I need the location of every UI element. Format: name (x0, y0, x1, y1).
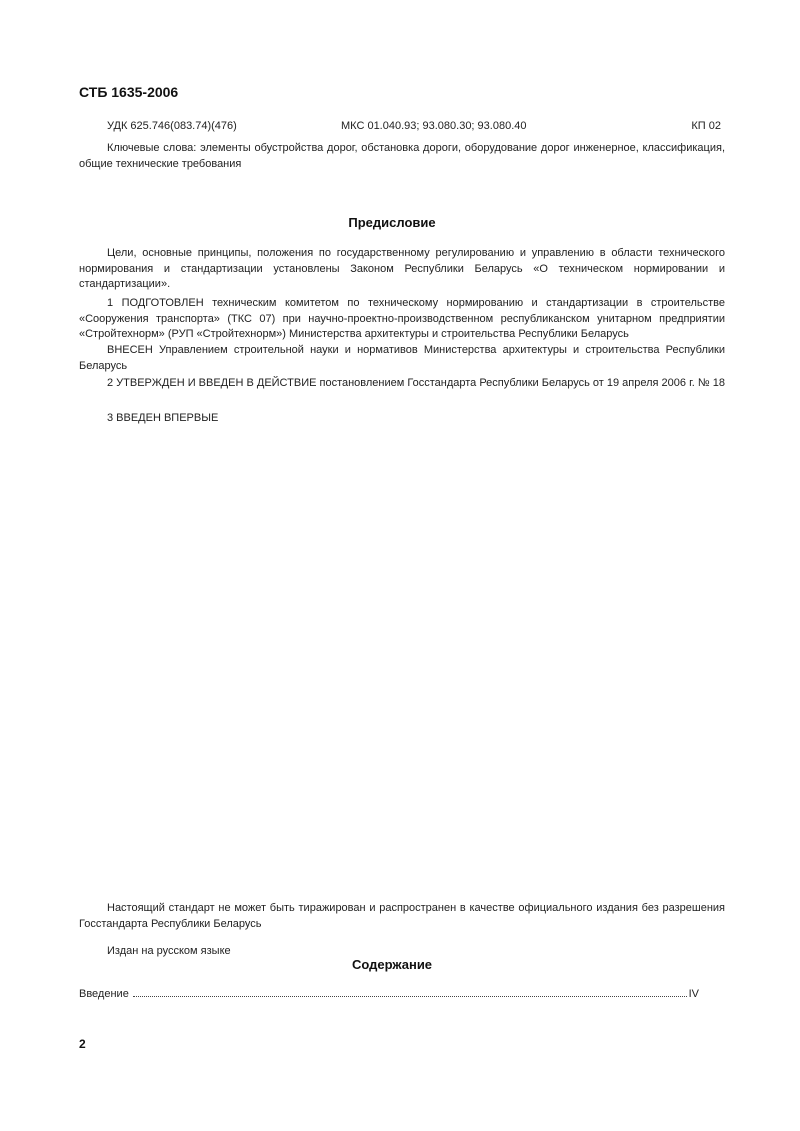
preface-item-2: 2 УТВЕРЖДЕН И ВВЕДЕН В ДЕЙСТВИЕ постановлением Госстандарта Республики Беларусь от 19 апреля 2006 г. № 18 (107, 377, 725, 389)
mks-code: МКС 01.040.93; 93.080.30; 93.080.40 (341, 120, 527, 132)
toc-entry-label: Введение (79, 988, 129, 1000)
preface-item-1-submitted: ВНЕСЕН Управлением строительной науки и нормативов Министерства архитектуры и строительства Республики Беларусь (79, 344, 725, 372)
toc-entry-page: IV (688, 988, 699, 1000)
copyright-notice: Настоящий стандарт не может быть тиражирован и распространен в качестве официального издания без разрешения Госстандарта Республики Беларусь (79, 902, 725, 930)
toc-entry[interactable] (79, 988, 699, 1000)
toc-leader-dots (133, 995, 687, 997)
classification-row (79, 120, 721, 136)
preface-item-3: 3 ВВЕДЕН ВПЕРВЫЕ (107, 412, 219, 424)
preface-title: Предисловие (348, 215, 436, 230)
standard-code: СТБ 1635-2006 (79, 84, 179, 100)
contents-title: Содержание (351, 957, 433, 972)
keywords-paragraph: Ключевые слова: элементы обустройства дорог, обстановка дороги, оборудование дорог инженерное, классификация, общие технические требования (79, 142, 725, 170)
language-note: Издан на русском языке (107, 945, 231, 957)
preface-item-1: 1 ПОДГОТОВЛЕН техническим комитетом по техническому нормированию и стандартизации в строительстве «Сооружения транспорта» (ТКС 07) при научно-проектно-производственном республиканском унитарном предприятии «Стройтехнорм» (РУП «Стройтехнорм») Министерства архитектуры и строительства Республики Беларусь (79, 297, 725, 340)
kp-code: КП 02 (691, 120, 721, 132)
preface-intro: Цели, основные принципы, положения по государственному регулированию и управлению в области технического нормирования и стандартизации установлены Законом Республики Беларусь «О техническом нормировании и стандартизации». (79, 247, 725, 290)
page-number: 2 (79, 1037, 86, 1051)
udk-code: УДК 625.746(083.74)(476) (107, 120, 237, 132)
